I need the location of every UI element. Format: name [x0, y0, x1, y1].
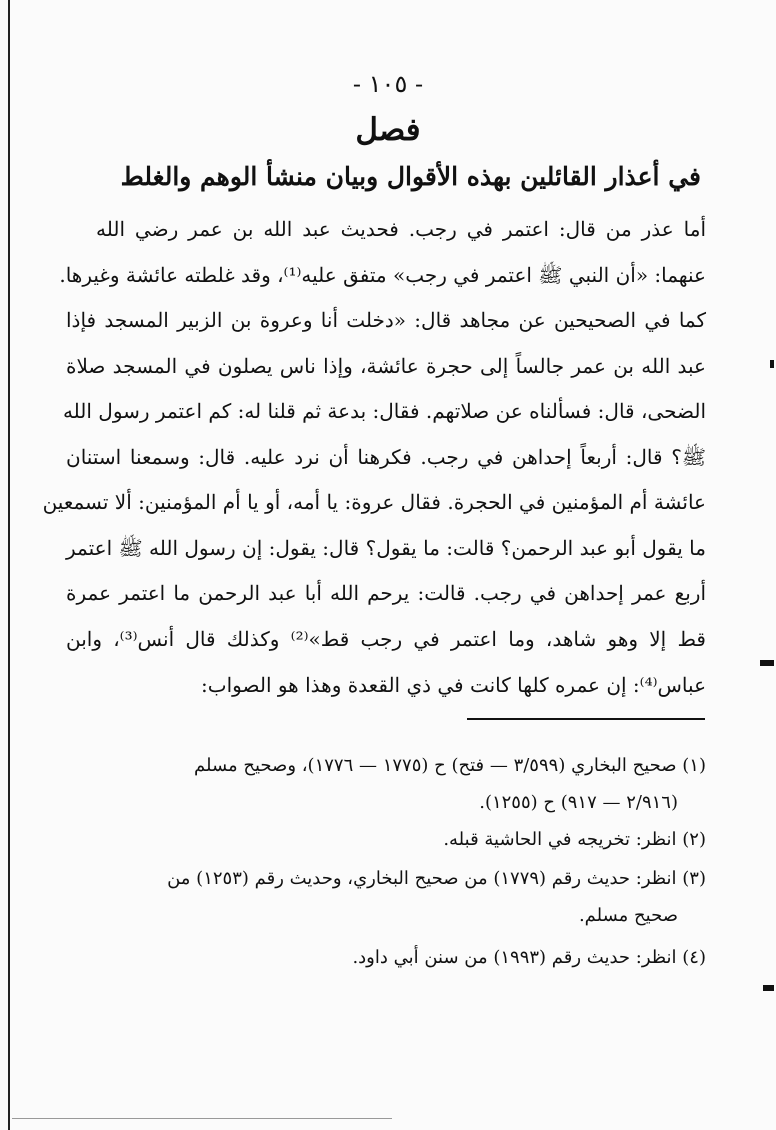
- body-line: كما في الصحيحين عن مجاهد قال: «دخلت أنا وعروة بن الزبير المسجد فإذا: [66, 308, 706, 332]
- page-edge-left: [8, 0, 10, 1130]
- footnote-line: صحيح مسلم.: [578, 905, 678, 926]
- scan-mark: [770, 360, 774, 368]
- footnote-line: (٤) انظر: حديث رقم (١٩٩٣) من سنن أبي داود.: [352, 947, 706, 968]
- page-number: - ١٠٥ -: [352, 70, 424, 98]
- footnote-line: (٣) انظر: حديث رقم (١٧٧٩) من صحيح البخاري، وحديث رقم (١٢٥٣) من: [167, 868, 706, 889]
- section-subheading: في أعذار القائلين بهذه الأقوال وبيان منشأ الوهم والغلط: [120, 162, 701, 191]
- body-line: ما يقول أبو عبد الرحمن؟ قالت: ما يقول؟ قال: يقول: إن رسول الله ﷺ اعتمر: [66, 536, 706, 560]
- body-line: ﷺ؟ قال: أربعاً إحداهن في رجب. فكرهنا أن نرد عليه. قال: وسمعنا استنان: [66, 445, 706, 469]
- section-heading: فصل: [355, 112, 421, 148]
- footnote-line: (٢) انظر: تخريجه في الحاشية قبله.: [443, 829, 706, 850]
- body-line: عبد الله بن عمر جالساً إلى حجرة عائشة، وإذا ناس يصلون في المسجد صلاة: [66, 354, 706, 378]
- scan-mark: [760, 660, 774, 666]
- body-line: عنهما: «أن النبي ﷺ اعتمر في رجب» متفق عليه⁽¹⁾، وقد غلطته عائشة وغيرها.: [59, 263, 706, 287]
- page-edge-bottom: [12, 1118, 392, 1119]
- footnote-line: (١) صحيح البخاري (٣/٥٩٩ — فتح) ح (١٧٧٥ — ١٧٧٦)، وصحيح مسلم: [194, 755, 706, 776]
- body-line: قط إلا وهو شاهد، وما اعتمر في رجب قط»⁽²⁾ وكذلك قال أنس⁽³⁾، وابن: [66, 627, 706, 651]
- body-line: عباس⁽⁴⁾: إن عمره كلها كانت في ذي القعدة وهذا هو الصواب:: [201, 673, 706, 697]
- body-line: أربع عمر إحداهن في رجب. قالت: يرحم الله أبا عبد الرحمن ما اعتمر عمرة: [66, 581, 706, 605]
- scan-mark: [763, 985, 774, 991]
- body-line: عائشة أم المؤمنين في الحجرة. فقال عروة: يا أمه، أو يا أم المؤمنين: ألا تسمعين: [42, 490, 706, 514]
- footnote-line: (٢/٩١٦ — ٩١٧) ح (١٢٥٥).: [479, 792, 678, 813]
- body-line: الضحى، قال: فسألناه عن صلاتهم. فقال: بدعة ثم قلنا له: كم اعتمر رسول الله: [62, 399, 706, 423]
- footnote-separator: [467, 718, 705, 720]
- body-line: أما عذر من قال: اعتمر في رجب. فحديث عبد الله بن عمر رضي الله: [96, 217, 706, 241]
